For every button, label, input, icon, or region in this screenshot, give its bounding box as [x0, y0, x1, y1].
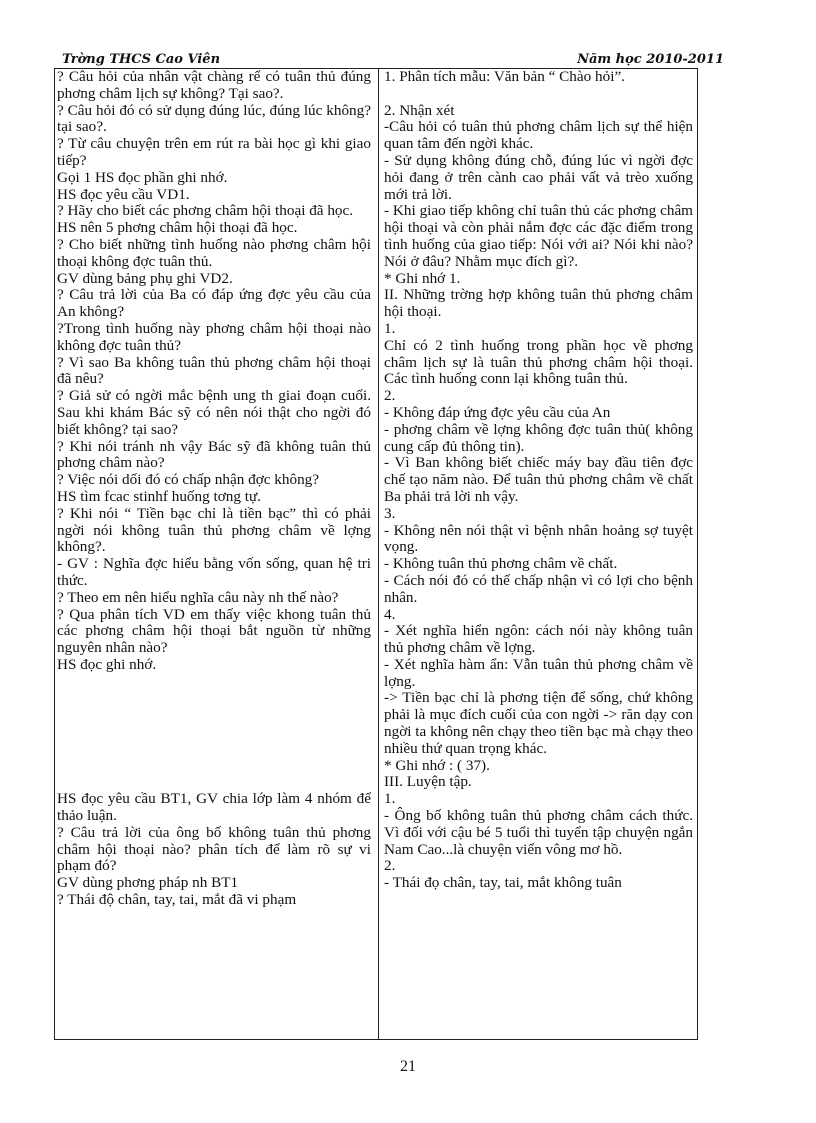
left-line: HS đọc yêu cầu BT1, GV chia lớp làm 4 nhóm để thảo luận.	[57, 790, 371, 825]
left-line: ? Qua phân tích VD em thấy việc khong tuân thủ các phơng châm hội thoại bắt nguồn từ những nguyên nhân nào?	[57, 605, 371, 657]
left-line: ? Khi nói tránh nh vậy Bác sỹ đã không tuân thủ phơng châm nào?	[57, 437, 371, 472]
right-line: 1.	[384, 790, 396, 808]
left-line: ? Vì sao Ba không tuân thủ phơng châm hội thoại đã nêu?	[57, 353, 371, 388]
right-line: 2.	[384, 387, 396, 405]
right-line: 2. Nhận xét	[384, 101, 455, 119]
right-line: II. Những trờng hợp không tuân thủ phơng châm hội thoại.	[384, 286, 693, 321]
left-line: ? Giả sử có ngời mắc bệnh ung th giai đoạn cuối. Sau khi khám Bác sỹ có nên nói thật cho ngời đó biết không? tại sao?	[57, 387, 371, 438]
right-line: -> Tiền bạc chỉ là phơng tiện để sống, chứ không phải là mục đích cuối của con ngời -> răn dạy con ngời ta không nên chạy theo tiền bạc mà chạy theo nhiều thứ quan trọng khác.	[384, 689, 693, 757]
left-line: ?Trong tình huống này phơng châm hội thoại nào không đợc tuân thủ?	[57, 319, 371, 354]
right-line: - Thái đọ chân, tay, tai, mắt không tuân	[384, 874, 622, 892]
teacher-activity-column	[57, 69, 371, 1039]
left-line: HS đọc ghi nhớ.	[57, 655, 157, 673]
left-line: ? Câu hỏi của nhân vật chàng rể có tuân thủ đúng phơng châm lịch sự không? Tại sao?.	[57, 69, 371, 102]
school-name: Trờng THCS Cao Viên	[62, 52, 221, 67]
right-line: -Câu hỏi có tuân thủ phơng châm lịch sự thể hiện quan tâm đến ngời khác.	[384, 118, 693, 153]
left-line: ? Câu hỏi đó có sử dụng đúng lúc, đúng lúc không? tại sao?.	[57, 101, 371, 136]
right-line: - Sử dụng không đúng chỗ, đúng lúc vì ngời đợc hỏi đang ở trên cành cao phải vất vả trèo xuống mới trả lời.	[384, 151, 693, 203]
page-number: 21	[400, 1058, 416, 1075]
right-line: * Ghi nhớ : ( 37).	[384, 756, 490, 774]
right-line: - Xét nghĩa hàm ẩn: Vẫn tuân thủ phơng châm về lợng.	[384, 655, 693, 690]
right-line: 3.	[384, 504, 396, 522]
left-line: GV dùng bảng phụ ghi VD2.	[57, 269, 233, 287]
left-line: - GV : Nghĩa đợc hiểu bằng vốn sống, quan hệ tri thức.	[57, 555, 371, 589]
left-line: ? Câu trả lời của Ba có đáp ứng đợc yêu cầu của An không?	[57, 286, 371, 321]
right-line: Chỉ có 2 tình huống trong phần học về phơng châm lịch sự là tuân thủ phơng châm hội thoại. Các tình huống conn lại không tuân thủ.	[384, 336, 693, 388]
left-line: HS nên 5 phơng châm hội thoại đã học.	[57, 219, 298, 237]
left-line: Gọi 1 HS đọc phần ghi nhớ.	[57, 168, 228, 186]
right-line: - Vì Ban không biết chiếc máy bay đầu tiên đợc chế tạo năm nào. Để tuân thủ phơng châm về chất Ba phải trả lời nh vậy.	[384, 454, 693, 505]
right-line: - phơng châm về lợng không đợc tuân thủ( không cung cấp đủ thông tin).	[384, 420, 693, 455]
right-line: 1.	[384, 319, 396, 337]
left-line: ? Hãy cho biết các phơng châm hội thoại đã học.	[57, 202, 354, 220]
lesson-table	[54, 68, 698, 1040]
right-line: 1. Phân tích mẫu: Văn bản “ Chào hỏi”.	[384, 69, 625, 85]
right-line: - Xét nghĩa hiển ngôn: cách nói này không tuân thủ phơng châm về lợng.	[384, 622, 693, 657]
right-line: - Ông bố không tuân thủ phơng châm cách thức. Vì đối với cậu bé 5 tuổi thì tuyển tập chuyện ngắn Nam Cao...là chuyện viển vông mơ hồ.	[384, 807, 693, 858]
left-line: HS tìm fcac stinhf huống tơng tự.	[57, 487, 261, 505]
left-line: ? Thái độ chân, tay, tai, mắt đã vi phạm	[57, 891, 297, 909]
left-line: ? Khi nói “ Tiền bạc chỉ là tiền bạc” thì có phải ngời nói không tuân thủ phơng châm về lợng không?.	[57, 504, 371, 556]
right-line: - Không tuân thủ phơng châm về chất.	[384, 555, 618, 573]
column-divider	[378, 69, 379, 1039]
content-column	[384, 69, 693, 1039]
right-line: - Không đáp ứng đợc yêu cầu của An	[384, 403, 611, 421]
right-line: III. Luyện tập.	[384, 773, 472, 791]
left-line: ? Theo em nên hiểu nghĩa câu này nh thế nào?	[57, 588, 339, 606]
left-line: ? Việc nói dối đó có chấp nhận đợc không?	[57, 471, 319, 489]
school-year: Năm học 2010-2011	[577, 52, 724, 67]
right-line: 2.	[384, 857, 396, 875]
right-line: * Ghi nhớ 1.	[384, 269, 461, 287]
right-line: 4.	[384, 605, 396, 623]
left-line: HS đọc yêu cầu VD1.	[57, 185, 190, 203]
right-line: - Không nên nói thật vì bệnh nhân hoảng sợ tuyệt vọng.	[384, 521, 693, 556]
left-line: ? Cho biết những tình huống nào phơng châm hội thoại không đợc tuân thủ.	[57, 235, 371, 270]
left-line: ? Từ câu chuyện trên em rút ra bài học gì khi giao tiếp?	[57, 135, 371, 169]
left-line: ? Câu trả lời của ông bố không tuân thủ phơng châm hội thoại nào? phân tích để làm rõ sự vi phạm đó?	[57, 823, 371, 875]
right-line: - Cách nói đó có thể chấp nhận vì có lợi cho bệnh nhân.	[384, 571, 693, 606]
left-line: GV dùng phơng pháp nh BT1	[57, 874, 239, 892]
right-line: - Khi giao tiếp không chỉ tuân thủ các phơng châm hội thoại và còn phải nắm đợc các đặc điểm trong tình huống của giao tiếp: Nói với ai? Nói khi nào? Nói ở đâu? Nhằm mục đích gì?.	[384, 202, 693, 270]
